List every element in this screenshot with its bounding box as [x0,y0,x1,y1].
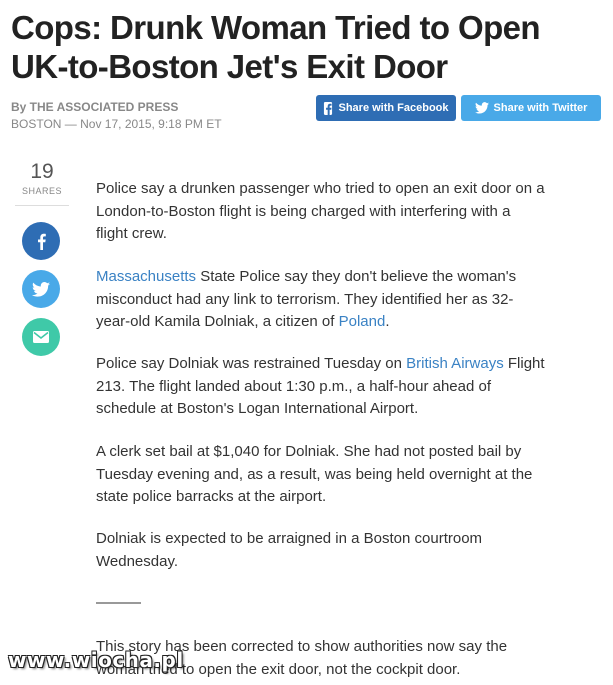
facebook-icon [323,102,333,115]
byline-author: By THE ASSOCIATED PRESS [11,100,179,114]
share-twitter-button[interactable] [461,95,601,121]
article-headline: Cops: Drunk Woman Tried to Open UK-to-Boston Jet's Exit Door [11,9,540,85]
paragraph-3-text-2: Flight 213. The flight landed about 1:30 p.m., a half-hour ahead of schedule at Boston's Logan International Airport. [96,355,545,417]
share-facebook-button[interactable] [316,95,456,121]
link-poland[interactable]: Poland [338,313,386,330]
article-paragraph-4: A clerk set bail at $1,040 for Dolniak. She had not posted bail by Tuesday evening and, as a result, was being held overnight at the state police barracks at the airport. [96,443,533,505]
article-paragraph-2 [96,266,546,334]
byline [11,99,222,133]
sidebar-twitter-button[interactable] [22,270,60,308]
share-count-label: SHARES [21,186,62,196]
share-facebook-label: Share with Facebook [338,102,449,114]
article-separator: ——— [96,594,141,611]
article-paragraph-3 [96,353,546,421]
watermark: www.wiocha.pl [8,648,184,672]
sidebar-divider [15,205,69,206]
link-british-airways[interactable]: British Airways [406,355,504,372]
facebook-icon [37,233,46,250]
sidebar-email-button[interactable] [22,318,60,356]
twitter-icon [32,282,50,297]
article-paragraph-1: Police say a drunken passenger who tried to open an exit door on a London-to-Boston flight is being charged with interfering with a flight crew. [96,180,545,242]
article-paragraph-5: Dolniak is expected to be arraigned in a Boston courtroom Wednesday. [96,530,483,570]
paragraph-2-text-1: State Police say they don't believe the woman's misconduct had any link to terrorism. They identified her as 32-year-old Kamila Dolniak, a citizen of [96,268,517,330]
article-correction-note: This story has been corrected to show authorities now say the woman tried to open the exit door, not the cockpit door. [96,638,508,678]
paragraph-2-text-2: . [385,313,390,330]
share-sidebar [19,160,65,206]
share-count: 19 [30,160,54,183]
byline-dateline: BOSTON — Nov 17, 2015, 9:18 PM ET [11,117,222,131]
sidebar-facebook-button[interactable] [22,222,60,260]
share-twitter-label: Share with Twitter [493,102,588,114]
email-icon [33,331,49,343]
link-massachusetts[interactable]: Massachusetts [96,268,197,285]
paragraph-3-text-1: Police say Dolniak was restrained Tuesday on [96,355,407,372]
twitter-icon [475,102,489,114]
